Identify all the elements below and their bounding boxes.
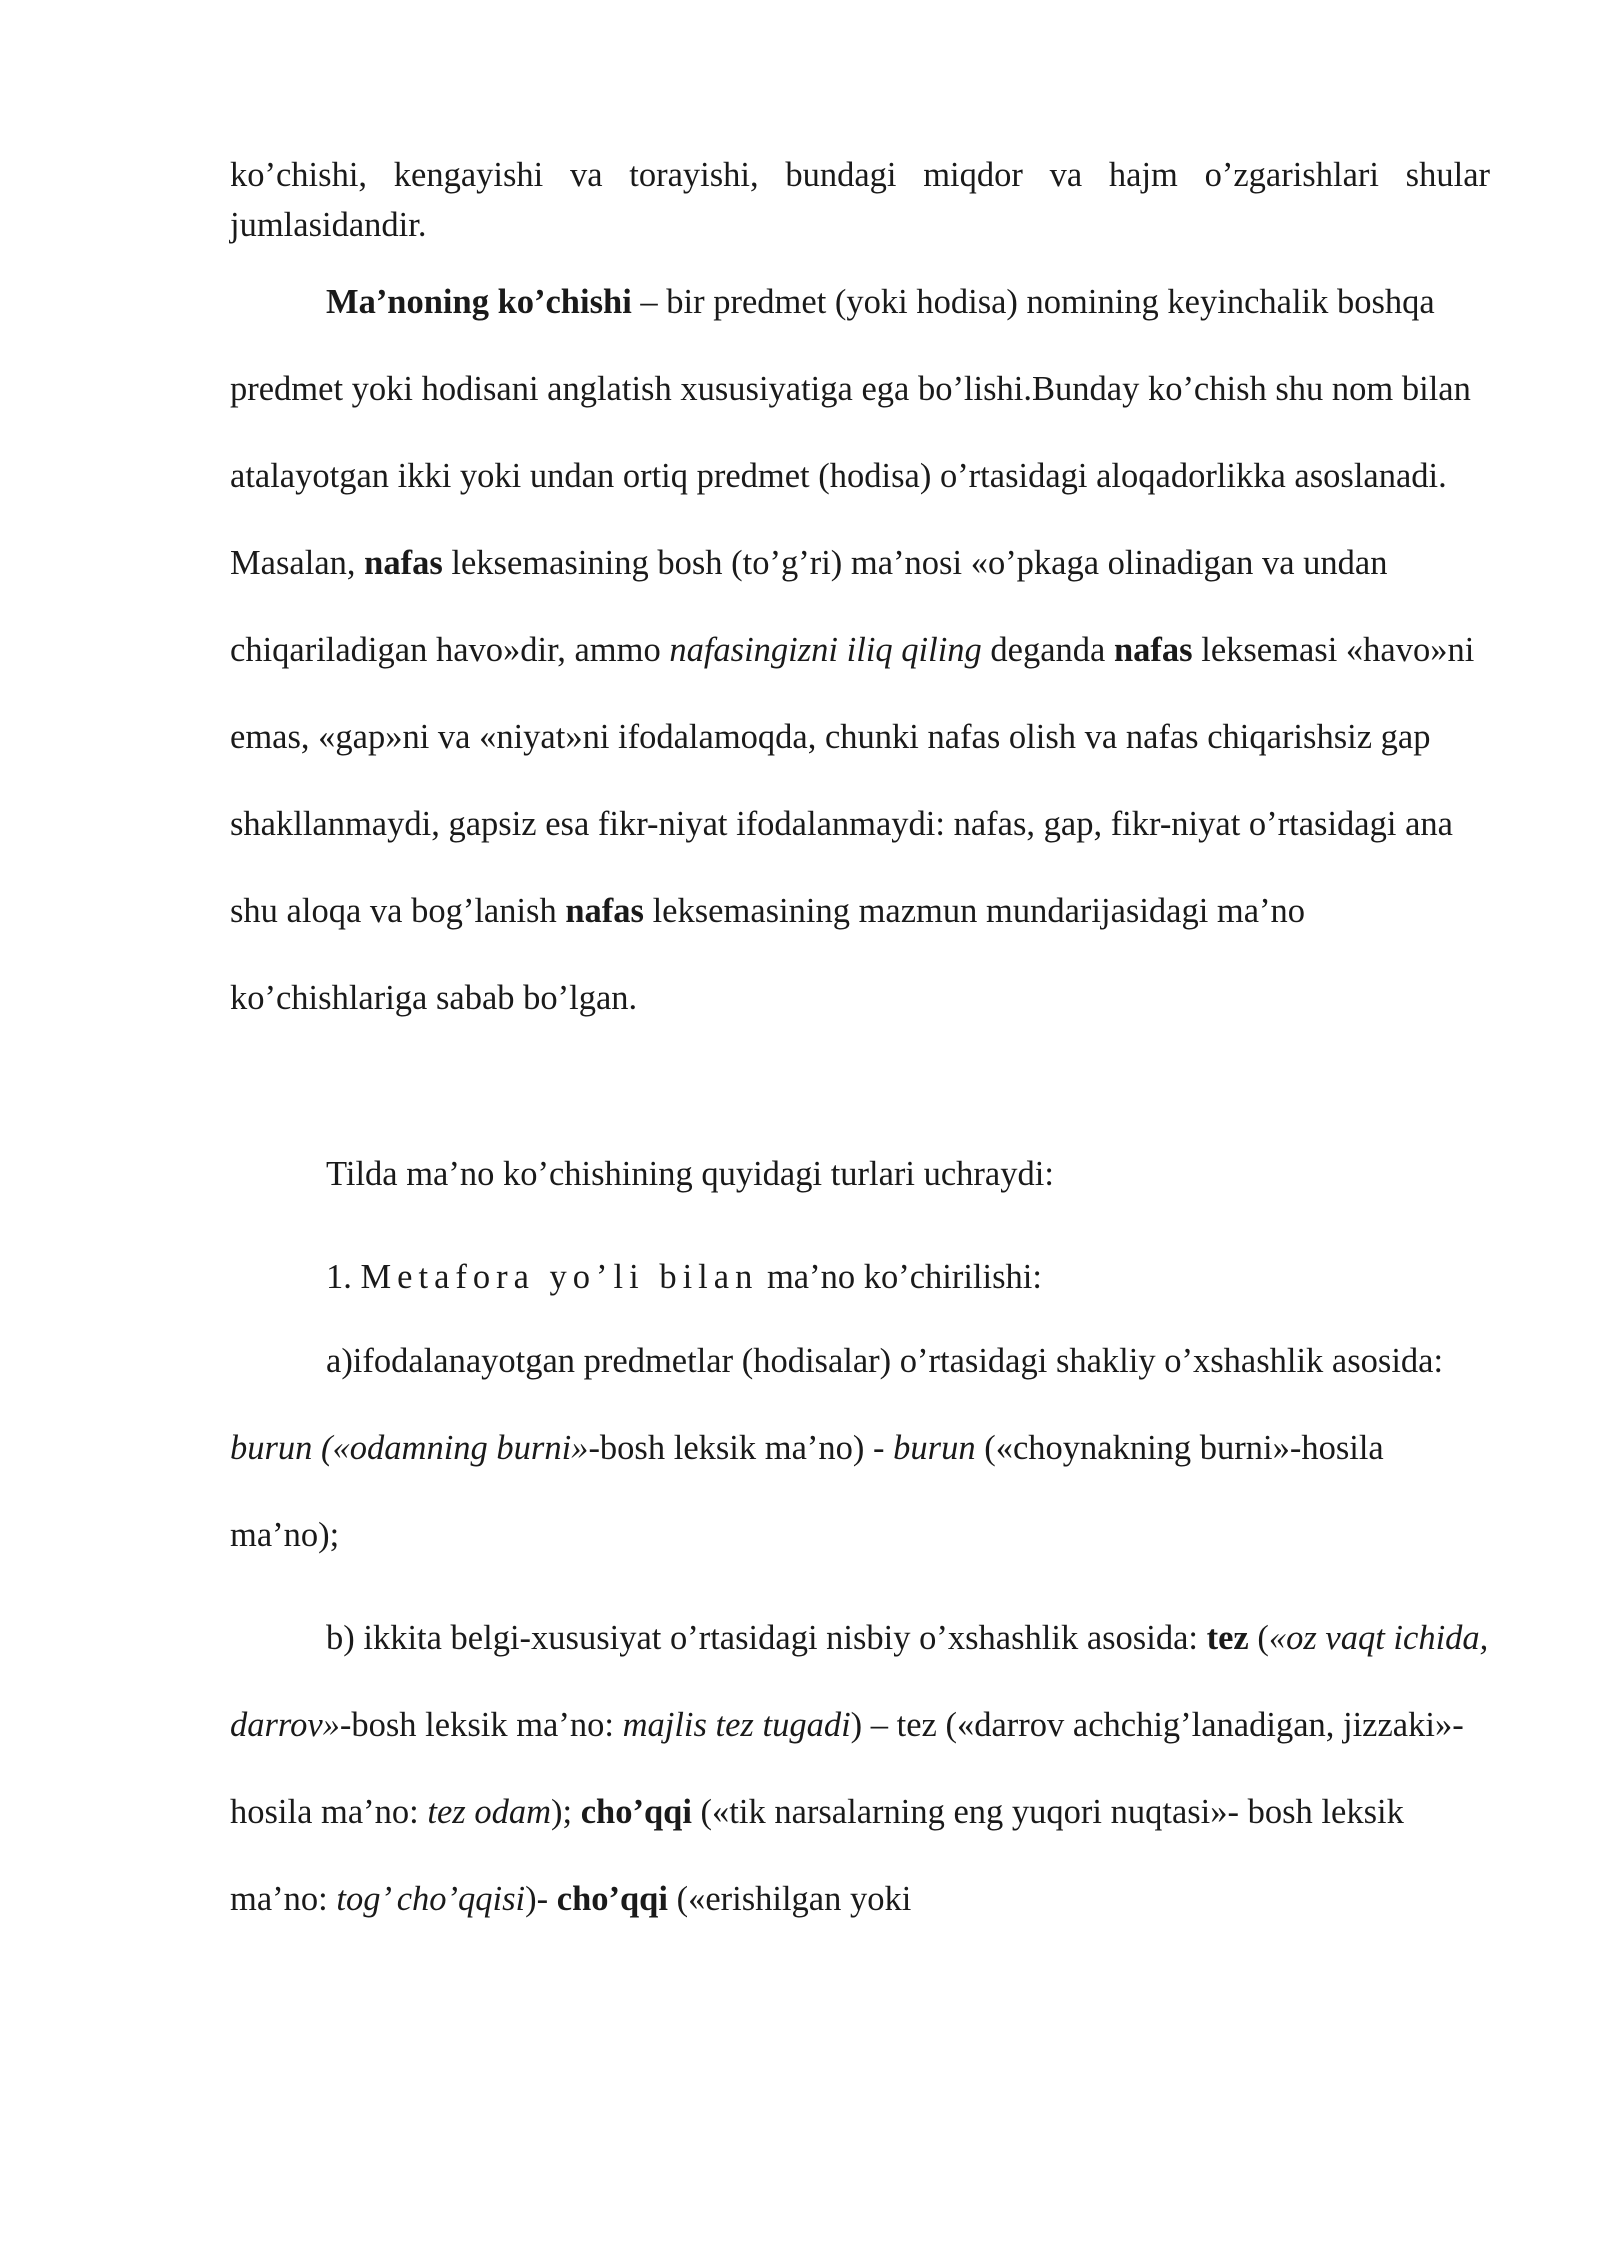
paragraph-metafora-heading xyxy=(230,1252,1490,1302)
text-run: ma’no ko’chirilishi: xyxy=(758,1258,1042,1296)
paragraph-intro-line-1: ko’chishi, kengayishi va torayishi, bundagi miqdor va hajm o’zgarishlari shular xyxy=(230,156,1490,194)
example-phrase: burun («odamning burni» xyxy=(230,1429,589,1467)
text-run: («choynakning burni»-hosila ma’no); xyxy=(230,1429,1384,1554)
text-run: – bir predmet (yoki hodisa) nomining keyinchalik boshqa predmet yoki hodisani anglatish xususiyatiga ega bo’lishi.Bunday ko’chish shu nom bilan atalayotgan ikki yoki undan ortiq predmet (hodisa) o’rtasidagi aloqadorlikka asoslanadi. Masalan, xyxy=(230,283,1471,582)
term-tez: tez xyxy=(1206,1619,1249,1657)
paragraph-example-a xyxy=(230,1318,1490,1579)
paragraph-example-b xyxy=(230,1595,1490,1943)
text-run: b) ikkita belgi-xususiyat o’rtasidagi nisbiy o’xshashlik asosida: xyxy=(326,1619,1207,1657)
paragraph-intro xyxy=(230,150,1490,250)
text-run: deganda xyxy=(981,631,1114,669)
text-run: a)ifodalanayotgan predmetlar (hodisalar) o’rtasidagi shakliy o’xshashlik asosida: xyxy=(326,1342,1444,1380)
term-manoning-kochishi: Ma’noning ko’chishi xyxy=(326,283,632,321)
text-run: )- xyxy=(525,1880,557,1918)
example-phrase: tez odam xyxy=(427,1793,552,1831)
paragraph-definition xyxy=(230,259,1490,1042)
example-phrase: tog’ cho’qqisi xyxy=(336,1880,526,1918)
term-choqqi: cho’qqi xyxy=(556,1880,668,1918)
term-choqqi: cho’qqi xyxy=(580,1793,692,1831)
term-nafas: nafas xyxy=(565,892,644,930)
text-run: ); xyxy=(551,1793,581,1831)
spaced-term: Metafora yo’li bilan xyxy=(360,1258,759,1296)
paragraph-intro-line-2: jumlasidandir. xyxy=(230,206,427,244)
example-phrase: nafasingizni iliq qiling xyxy=(669,631,982,669)
term-nafas: nafas xyxy=(1114,631,1193,669)
text-run: leksemasining bosh (to’g’ri) ma’nosi «o’pkaga olinadigan va undan chiqariladigan havo»dir, ammo xyxy=(230,544,1388,669)
example-phrase: «oz vaqt ichida, darrov» xyxy=(230,1619,1489,1744)
text-run: («erishilgan yoki xyxy=(667,1880,912,1918)
list-number: 1. xyxy=(326,1258,361,1296)
text-run: -bosh leksik ma’no: xyxy=(339,1706,623,1744)
text-run: leksemasining mazmun mundarijasidagi ma’no ko’chishlariga sabab bo’lgan. xyxy=(230,892,1306,1017)
text-run: ) – tez («darrov achchig’lanadigan, jizzaki»- hosila ma’no: xyxy=(230,1706,1464,1831)
text-run: («tik narsalarning eng yuqori nuqtasi»- bosh leksik ma’no: xyxy=(230,1793,1404,1918)
text-run: ( xyxy=(1248,1619,1269,1657)
text-run: -bosh leksik ma’no) - xyxy=(588,1429,894,1467)
example-phrase: burun xyxy=(893,1429,976,1467)
text-run: leksemasi «havo»ni emas, «gap»ni va «niyat»ni ifodalamoqda, chunki nafas olish va nafas chiqarishsiz gap shakllanmaydi, gapsiz esa fikr-niyat ifodalanmaydi: nafas, gap, fikr-niyat o’rtasidagi ana shu aloqa va bog’lanish xyxy=(230,631,1475,930)
example-phrase: majlis tez tugadi xyxy=(622,1706,851,1744)
term-nafas: nafas xyxy=(364,544,443,582)
paragraph-types-intro: Tilda ma’no ko’chishining quyidagi turlari uchraydi: xyxy=(326,1155,1054,1193)
